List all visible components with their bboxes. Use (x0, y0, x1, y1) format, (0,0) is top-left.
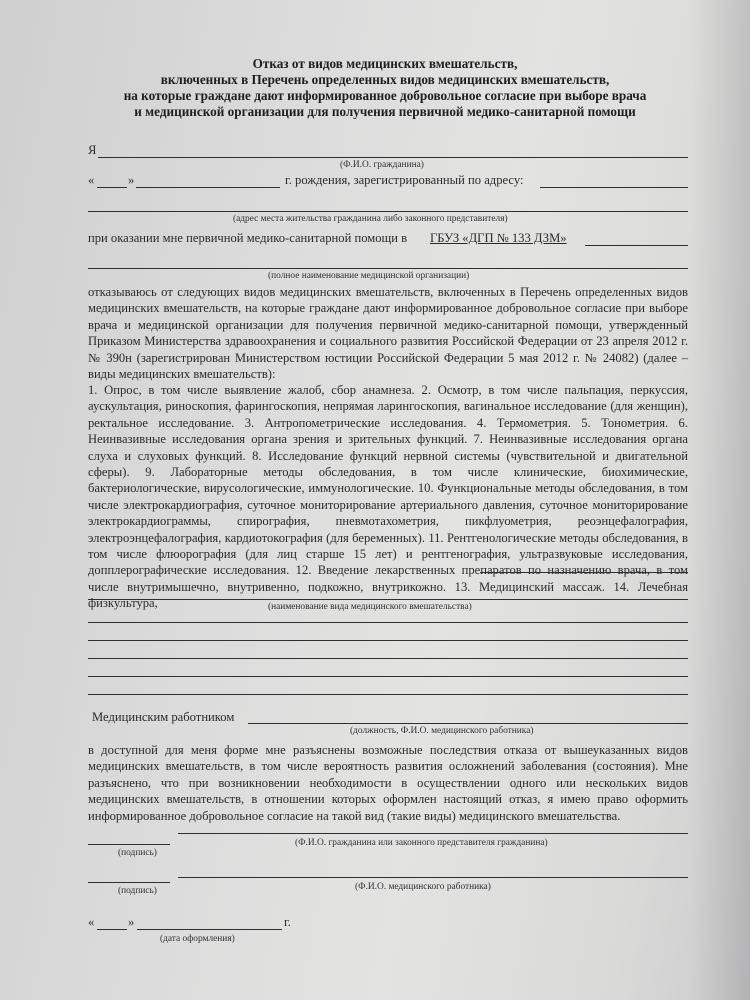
worker-caption: (должность, Ф.И.О. медицинского работника) (350, 726, 534, 736)
org-caption: (полное наименование медицинской организации) (268, 271, 470, 281)
signature-caption-worker: (подпись) (118, 886, 157, 896)
intervention-fill-line-6[interactable] (88, 694, 688, 695)
intervention-fill-line-3[interactable] (88, 640, 688, 641)
worker-fill-line[interactable] (248, 723, 688, 724)
intervention-fill-line-1[interactable] (88, 599, 688, 600)
birth-day-close: » (128, 173, 135, 187)
intervention-caption: (наименование вида медицинского вмешательства) (268, 602, 472, 612)
signature-line-worker[interactable] (88, 882, 170, 883)
date-caption: (дата оформления) (160, 934, 235, 944)
name-caption-citizen: (Ф.И.О. гражданина или законного представителя гражданина) (295, 838, 548, 848)
title-line-1: Отказ от видов медицинских вмешательств, (252, 56, 518, 71)
care-prefix: при оказании мне первичной медико-санитарной помощи в (88, 231, 408, 245)
intervention-fill-line-0[interactable] (480, 572, 688, 573)
name-line-worker[interactable] (178, 877, 688, 878)
signature-line-citizen[interactable] (88, 844, 170, 845)
organization-line[interactable] (585, 245, 688, 246)
intervention-fill-line-5[interactable] (88, 676, 688, 677)
organization-line-2[interactable] (88, 268, 688, 269)
address-line-2[interactable] (88, 211, 688, 212)
worker-label: Медицинским работником (92, 710, 235, 724)
name-caption-worker: (Ф.И.О. медицинского работника) (355, 882, 491, 892)
date-open: « (88, 915, 95, 929)
address-line-1[interactable] (540, 187, 688, 188)
address-caption: (адрес места жительства гражданина либо законного представителя) (233, 214, 508, 224)
birth-suffix: г. рождения, зарегистрированный по адресу: (285, 173, 524, 187)
signature-caption-citizen: (подпись) (118, 848, 157, 858)
explanation-paragraph: в доступной для меня форме мне разъяснены возможные последствия отказа от вышеуказанных видов медицинских вмешательств, в том числе вероятность развития осложнений заболевания (состояния). Мне разъяснено, что при возникновении необходимости в осуществлении одного или нескольких видов медицинских вмешательств, в отношении которых оформлен настоящий отказ, я имею право оформить информированное добровольное согласие на такой вид (такие виды) медицинского вмешательства. (88, 743, 688, 823)
title-line-2: включенных в Перечень определенных видов медицинских вмешательств, (160, 72, 610, 87)
interventions-list: 1. Опрос, в том числе выявление жалоб, сбор анамнеза. 2. Осмотр, в том числе пальпация, перкуссия, аускультация, риноскопия, фарингоскопия, непрямая ларингоскопия, вагинальное исследование (для женщин), ректальное исследование. 3. Антропометрические исследования. 4. Термометрия. 5. Тонометрия. 6. Неинвазивные исследования органа зрения и зрительных функций. 7. Неинвазивные исследования органа слуха и слуховых функций. 8. Исследование функций нервной системы (чувствительной и двигательной сферы). 9. Лабораторные методы обследования, в том числе клинические, биохимические, бактериологические, вирусологические, иммунологические. 10. Функциональные методы обследования, в том числе электрокардиография, суточное мониторирование артериального давления, суточное мониторирование электрокардиограммы, спирография, пневмотахометрия, пикфлуометрия, реоэнцефалография, электроэнцефалография, кардиотокография (для беременных). 11. Рентгенологические методы обследования, в том числе флюорография (для лиц старше 15 лет) и рентгенография, ультразвуковые исследования, допплерографические исследования. 12. Введение лекарственных препаратов по назначению врача, в том числе внутримышечно, внутривенно, подкожно, внутрикожно. 13. Медицинский массаж. 14. Лечебная физкультура, (88, 383, 688, 611)
date-year-suffix: г. (284, 915, 291, 929)
intervention-fill-line-2[interactable] (88, 622, 688, 623)
date-month-line[interactable] (137, 929, 282, 930)
birth-day-open: « (88, 173, 95, 187)
organization-name: ГБУЗ «ДГП № 133 ДЗМ» (430, 231, 567, 245)
fio-caption: (Ф.И.О. гражданина) (340, 160, 424, 170)
date-close: » (128, 915, 135, 929)
birth-year-line[interactable] (136, 187, 280, 188)
fio-fill-line[interactable] (98, 157, 688, 158)
birth-day-line[interactable] (97, 187, 127, 188)
title-line-4: и медицинской организации для получения первичной медико-санитарной помощи (134, 104, 636, 119)
name-line-citizen[interactable] (178, 833, 688, 834)
date-day-line[interactable] (97, 929, 127, 930)
refusal-paragraph: отказываюсь от следующих видов медицинских вмешательств, включенных в Перечень определенных видов медицинских вмешательств, на которые граждане дают информированное добровольное согласие при выборе врача и медицинской организации для получения первичной медико-санитарной помощи, утвержденный Приказом Министерства здравоохранения и социального развития Российской Федерации от 23 апреля 2012 г. № 390н (зарегистрирован Министерством юстиции Российской Федерации 5 мая 2012 г. № 24082) (далее – виды медицинских вмешательств): (88, 285, 688, 382)
title-line-3: на которые граждане дают информированное добровольное согласие при выборе врача (123, 88, 647, 103)
ya-label: Я (88, 143, 97, 157)
intervention-fill-line-4[interactable] (88, 658, 688, 659)
page-shadow (690, 0, 750, 1000)
